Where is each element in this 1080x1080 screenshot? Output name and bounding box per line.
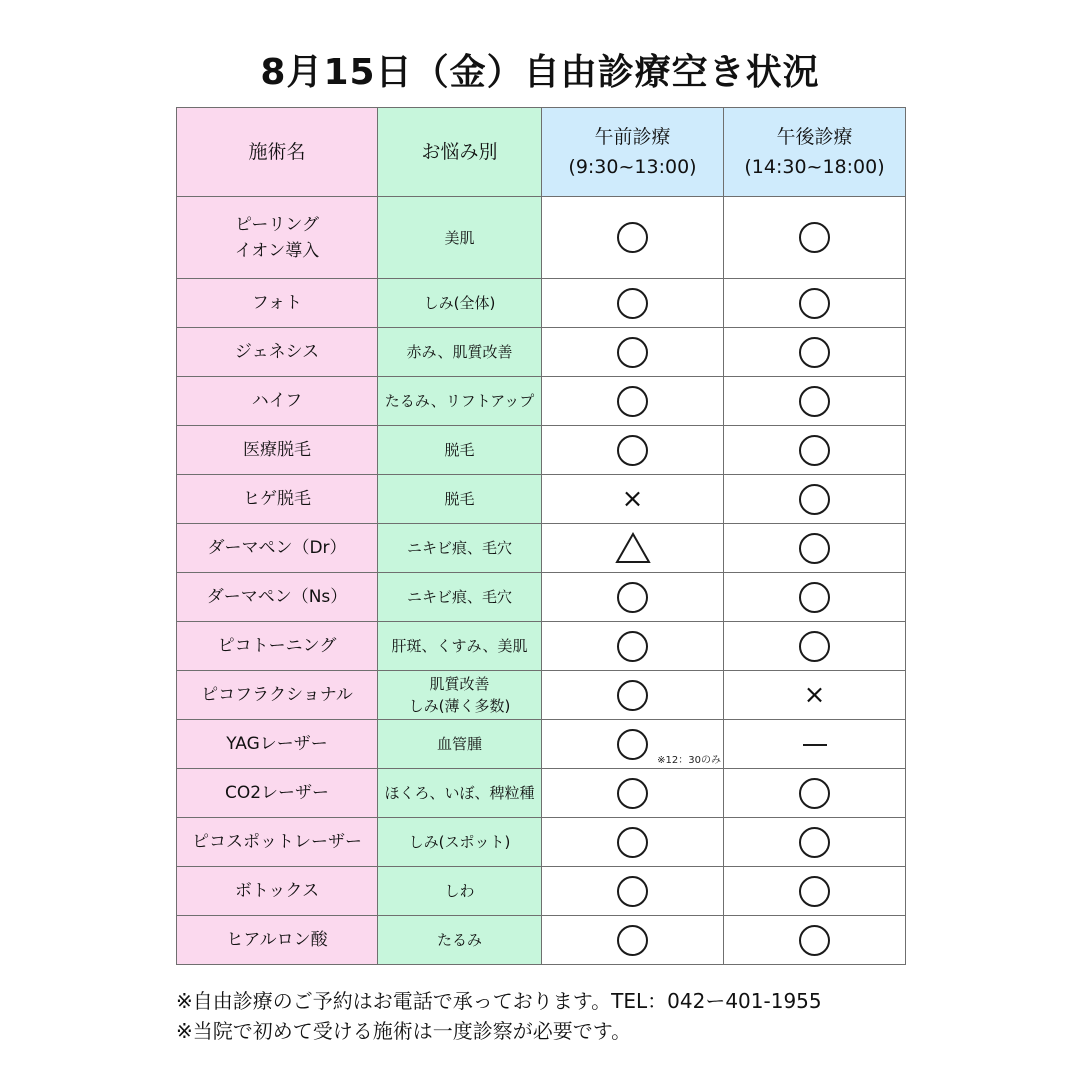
table-row — [177, 279, 906, 328]
treatment-name-line: 医療脱毛 — [243, 440, 311, 460]
concern-line: 美肌 — [444, 228, 475, 247]
table-row — [177, 916, 906, 965]
available-circle-icon — [617, 435, 648, 466]
footer-note-reservation: ※自由診療のご予約はお電話で承っております。TEL：042ー401-1955 — [176, 989, 822, 1013]
treatment-name — [177, 769, 378, 818]
available-circle-icon — [617, 729, 648, 760]
available-circle-icon — [617, 876, 648, 907]
available-circle-icon — [799, 222, 830, 253]
treatment-name — [177, 377, 378, 426]
afternoon-availability — [724, 573, 906, 622]
header-treatment: 施術名 — [177, 108, 378, 197]
treatment-name-line: ピコフラクショナル — [201, 685, 353, 705]
table-row — [177, 328, 906, 377]
available-circle-icon — [617, 386, 648, 417]
treatment-name — [177, 867, 378, 916]
available-circle-icon — [799, 778, 830, 809]
afternoon-availability — [724, 475, 906, 524]
concern-line: しみ(スポット) — [408, 833, 511, 851]
treatment-name — [177, 475, 378, 524]
afternoon-availability — [724, 769, 906, 818]
treatment-name-line: YAGレーザー — [226, 734, 328, 754]
header-afternoon-hours: (14:30~18:00) — [744, 156, 885, 178]
morning-availability — [542, 377, 724, 426]
morning-availability — [542, 622, 724, 671]
available-circle-icon — [799, 876, 830, 907]
footer-note-consultation: ※当院で初めて受ける施術は一度診察が必要です。 — [176, 1019, 632, 1043]
concern-cell — [378, 867, 542, 916]
afternoon-availability — [724, 671, 906, 720]
treatment-name-line: CO2レーザー — [224, 783, 330, 803]
available-circle-icon — [799, 582, 830, 613]
unavailable-cross-icon: × — [803, 680, 826, 710]
morning-availability — [542, 197, 724, 279]
concern-line: しわ — [444, 882, 475, 900]
concern-cell — [378, 475, 542, 524]
available-circle-icon — [617, 288, 648, 319]
table-row — [177, 524, 906, 573]
treatment-name-line: ダーマペン（Dr） — [207, 538, 347, 558]
available-circle-icon — [617, 631, 648, 662]
morning-availability — [542, 573, 724, 622]
concern-line: 脱毛 — [444, 441, 475, 459]
treatment-name-line: イオン導入 — [234, 240, 320, 261]
concern-cell — [378, 818, 542, 867]
available-circle-icon — [799, 386, 830, 417]
available-circle-icon — [617, 222, 648, 253]
table-row — [177, 573, 906, 622]
afternoon-availability — [724, 279, 906, 328]
concern-cell — [378, 197, 542, 279]
table-row — [177, 769, 906, 818]
available-circle-icon — [617, 582, 648, 613]
morning-availability — [542, 916, 724, 965]
table-row — [177, 622, 906, 671]
afternoon-availability — [724, 867, 906, 916]
morning-availability — [542, 867, 724, 916]
concern-cell — [378, 279, 542, 328]
availability-table — [176, 107, 906, 965]
concern-line: しみ(薄く多数) — [408, 697, 511, 715]
concern-line: 赤み、肌質改善 — [406, 343, 513, 361]
treatment-name — [177, 720, 378, 769]
header-morning-hours: (9:30~13:00) — [568, 156, 697, 178]
available-circle-icon — [799, 827, 830, 858]
morning-availability — [542, 426, 724, 475]
header-morning-label: 午前診療 — [594, 126, 671, 148]
afternoon-availability — [724, 426, 906, 475]
treatment-name-line: ハイフ — [251, 391, 303, 411]
available-circle-icon — [617, 778, 648, 809]
afternoon-availability — [724, 916, 906, 965]
concern-cell — [378, 426, 542, 475]
treatment-name-line: ジェネシス — [234, 342, 320, 362]
morning-availability — [542, 328, 724, 377]
available-circle-icon — [617, 337, 648, 368]
concern-line: しみ(全体) — [423, 294, 496, 312]
concern-line: ほくろ、いぼ、稗粒種 — [384, 784, 535, 802]
table-header-row — [177, 108, 906, 197]
morning-availability — [542, 475, 724, 524]
unavailable-cross-icon: × — [621, 484, 644, 514]
treatment-name — [177, 622, 378, 671]
concern-line: 肌質改善 — [429, 675, 490, 693]
treatment-name-line: ヒアルロン酸 — [226, 930, 328, 950]
concern-cell — [378, 720, 542, 769]
available-circle-icon — [617, 827, 648, 858]
table-row — [177, 377, 906, 426]
concern-line: たるみ、リフトアップ — [384, 392, 535, 410]
table-row — [177, 867, 906, 916]
afternoon-availability — [724, 818, 906, 867]
morning-time-note: ※12：30のみ — [657, 755, 721, 766]
available-circle-icon — [799, 337, 830, 368]
table-row — [177, 720, 906, 769]
morning-availability — [542, 769, 724, 818]
treatment-name-line: ピコスポットレーザー — [192, 832, 362, 852]
morning-availability — [542, 818, 724, 867]
afternoon-availability — [724, 328, 906, 377]
limited-triangle-icon — [615, 532, 651, 564]
concern-cell — [378, 524, 542, 573]
morning-availability — [542, 671, 724, 720]
afternoon-availability — [724, 197, 906, 279]
treatment-name — [177, 197, 378, 279]
treatment-name — [177, 916, 378, 965]
table-row — [177, 426, 906, 475]
page-title: 8月15日（金）自由診療空き状況 — [260, 52, 820, 93]
concern-cell — [378, 377, 542, 426]
concern-line: 肝斑、くすみ、美肌 — [391, 637, 528, 655]
available-circle-icon — [799, 533, 830, 564]
treatment-name — [177, 328, 378, 377]
treatment-name-line: ヒゲ脱毛 — [243, 489, 311, 509]
footer-notes — [176, 986, 822, 1046]
treatment-name-line: ボトックス — [234, 881, 320, 901]
concern-line: 血管腫 — [436, 735, 482, 753]
concern-line: ニキビ痕、毛穴 — [406, 539, 512, 557]
available-circle-icon — [799, 484, 830, 515]
afternoon-availability — [724, 377, 906, 426]
treatment-name-line: フォト — [251, 293, 303, 313]
concern-line: ニキビ痕、毛穴 — [406, 588, 512, 606]
header-afternoon — [724, 108, 906, 197]
treatment-name — [177, 671, 378, 720]
concern-cell — [378, 328, 542, 377]
table-row — [177, 197, 906, 279]
treatment-name — [177, 818, 378, 867]
morning-availability — [542, 524, 724, 573]
available-circle-icon — [799, 925, 830, 956]
header-morning — [542, 108, 724, 197]
afternoon-availability — [724, 720, 906, 769]
concern-line: たるみ — [436, 931, 482, 949]
table-row — [177, 475, 906, 524]
header-afternoon-label: 午後診療 — [776, 126, 853, 148]
treatment-name — [177, 426, 378, 475]
concern-line: 脱毛 — [444, 490, 475, 508]
concern-cell — [378, 671, 542, 720]
table-row — [177, 671, 906, 720]
available-circle-icon — [799, 631, 830, 662]
treatment-name-line: ピコトーニング — [217, 636, 337, 656]
treatment-name-line: ダーマペン（Ns） — [206, 587, 348, 607]
available-circle-icon — [617, 680, 648, 711]
morning-availability — [542, 720, 724, 769]
treatment-name — [177, 279, 378, 328]
morning-availability — [542, 279, 724, 328]
available-circle-icon — [799, 435, 830, 466]
afternoon-availability — [724, 524, 906, 573]
available-circle-icon — [617, 925, 648, 956]
concern-cell — [378, 916, 542, 965]
treatment-name-line: ピーリング — [235, 214, 319, 235]
afternoon-availability — [724, 622, 906, 671]
header-concern: お悩み別 — [378, 108, 542, 197]
concern-cell — [378, 573, 542, 622]
available-circle-icon — [799, 288, 830, 319]
treatment-name — [177, 524, 378, 573]
treatment-name — [177, 573, 378, 622]
concern-cell — [378, 622, 542, 671]
not-offered-dash-icon — [803, 744, 827, 746]
table-row — [177, 818, 906, 867]
concern-cell — [378, 769, 542, 818]
